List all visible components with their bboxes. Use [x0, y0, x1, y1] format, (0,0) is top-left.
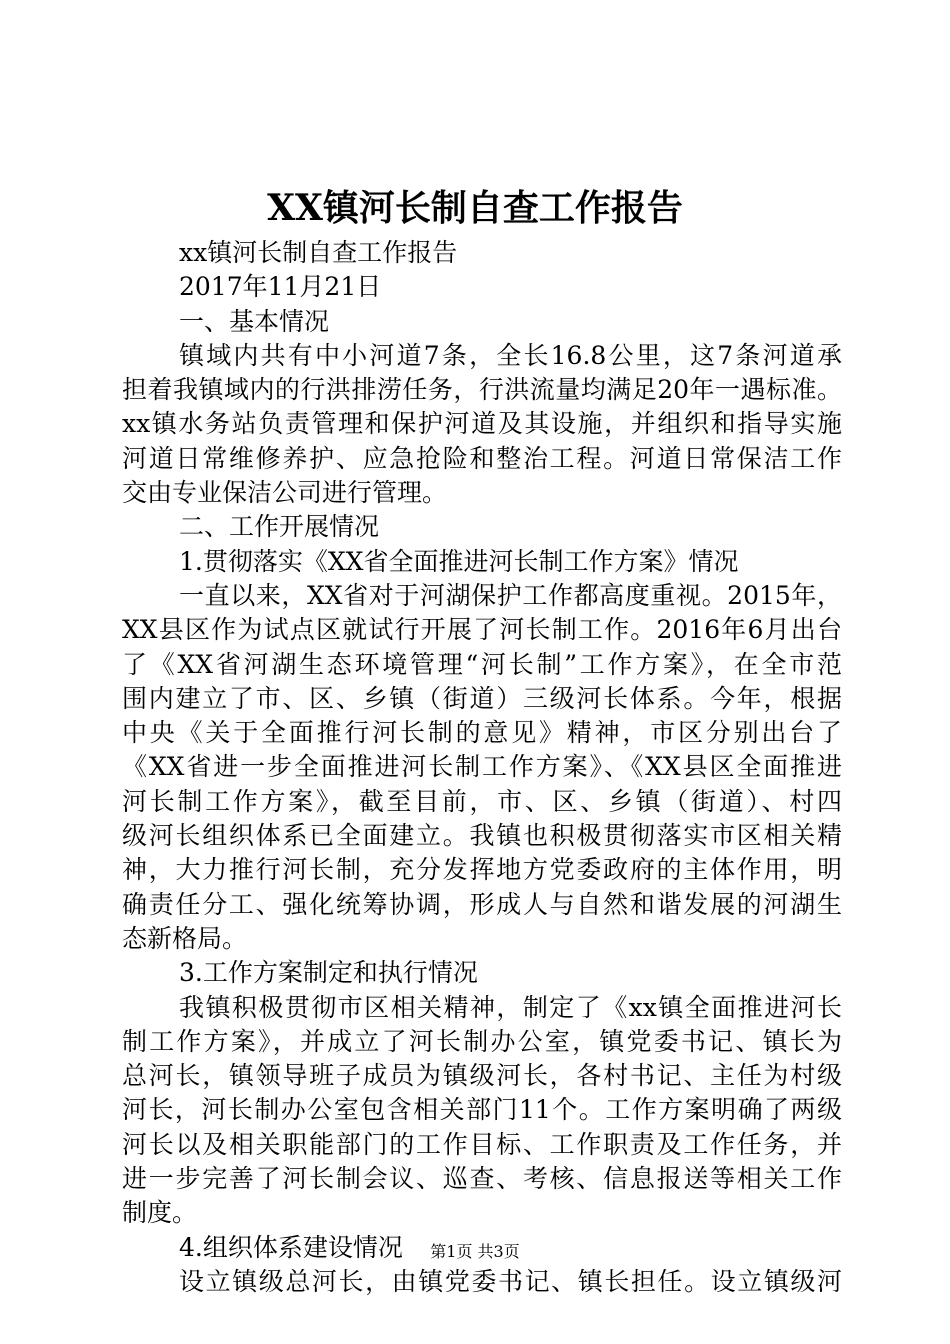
paragraph-line: 进一步完善了河长制会议、巡查、考核、信息报送等相关工作 — [122, 1164, 842, 1194]
document-title: XX镇河长制自查工作报告 — [267, 187, 683, 229]
paragraph-line: 河道日常维修养护、应急抢险和整治工程。河道日常保洁工作 — [122, 443, 842, 473]
paragraph-line: 河长以及相关职能部门的工作目标、工作职责及工作任务，并 — [122, 1129, 842, 1159]
paragraph-line: 交由专业保洁公司进行管理。 — [122, 478, 448, 508]
paragraph-line: 了《XX省河湖生态环境管理“河长制”工作方案》，在全市范 — [122, 649, 842, 679]
paragraph-line: 镇域内共有中小河道7条，全长16.8公里，这7条河道承 — [179, 340, 842, 370]
paragraph-line: 河长制工作方案》，截至目前，市、区、乡镇（街道）、村四 — [122, 786, 842, 816]
paragraph-line: 总河长，镇领导班子成员为镇级河长，各村书记、主任为村级 — [122, 1061, 842, 1091]
paragraph-line: 《XX省进一步全面推进河长制工作方案》、《XX县区全面推进 — [122, 752, 842, 782]
paragraph-line: 河长，河长制办公室包含相关部门11个。工作方案明确了两级 — [122, 1095, 842, 1125]
page-footer: 第1页 共3页 — [430, 1242, 520, 1261]
paragraph-line: 态新格局。 — [122, 923, 248, 953]
subsection-heading: 3.工作方案制定和执行情况 — [179, 958, 478, 988]
subsection-heading: 4.组织体系建设情况 — [179, 1232, 403, 1262]
paragraph-line: xx镇水务站负责管理和保护河道及其设施，并组织和指导实施 — [122, 409, 842, 439]
paragraph-line: 设立镇级总河长，由镇党委书记、镇长担任。设立镇级河 — [179, 1266, 842, 1296]
paragraph-line: XX县区作为试点区就试行开展了河长制工作。2016年6月出台 — [122, 615, 842, 645]
paragraph-line: 神，大力推行河长制，充分发挥地方党委政府的主体作用，明 — [122, 855, 842, 885]
document-body — [122, 236, 842, 1299]
paragraph-line: 我镇积极贯彻市区相关精神，制定了《xx镇全面推进河长 — [179, 992, 842, 1022]
paragraph-line: 一直以来，XX省对于河湖保护工作都高度重视。2015年， — [179, 580, 842, 610]
paragraph-line: 担着我镇域内的行洪排涝任务，行洪流量均满足20年一遇标准。 — [122, 375, 842, 405]
paragraph-line: 中央《关于全面推行河长制的意见》精神，市区分别出台了 — [122, 718, 842, 748]
section-heading: 一、基本情况 — [179, 306, 330, 336]
subtitle-line: xx镇河长制自查工作报告 — [179, 238, 458, 267]
paragraph-line: 围内建立了市、区、乡镇（街道）三级河长体系。今年，根据 — [122, 683, 842, 713]
paragraph-line: 制度。 — [122, 1198, 198, 1228]
paragraph-line: 确责任分工、强化统筹协调，形成人与自然和谐发展的河湖生 — [122, 889, 842, 919]
section-heading: 二、工作开展情况 — [179, 512, 380, 542]
date-line: 2017年11月21日 — [179, 272, 382, 302]
paragraph-line: 制工作方案》，并成立了河长制办公室，镇党委书记、镇长为 — [122, 1026, 842, 1056]
paragraph-line: 级河长组织体系已全面建立。我镇也积极贯彻落实市区相关精 — [122, 821, 842, 851]
subsection-heading: 1.贯彻落实《XX省全面推进河长制工作方案》情况 — [179, 546, 739, 576]
